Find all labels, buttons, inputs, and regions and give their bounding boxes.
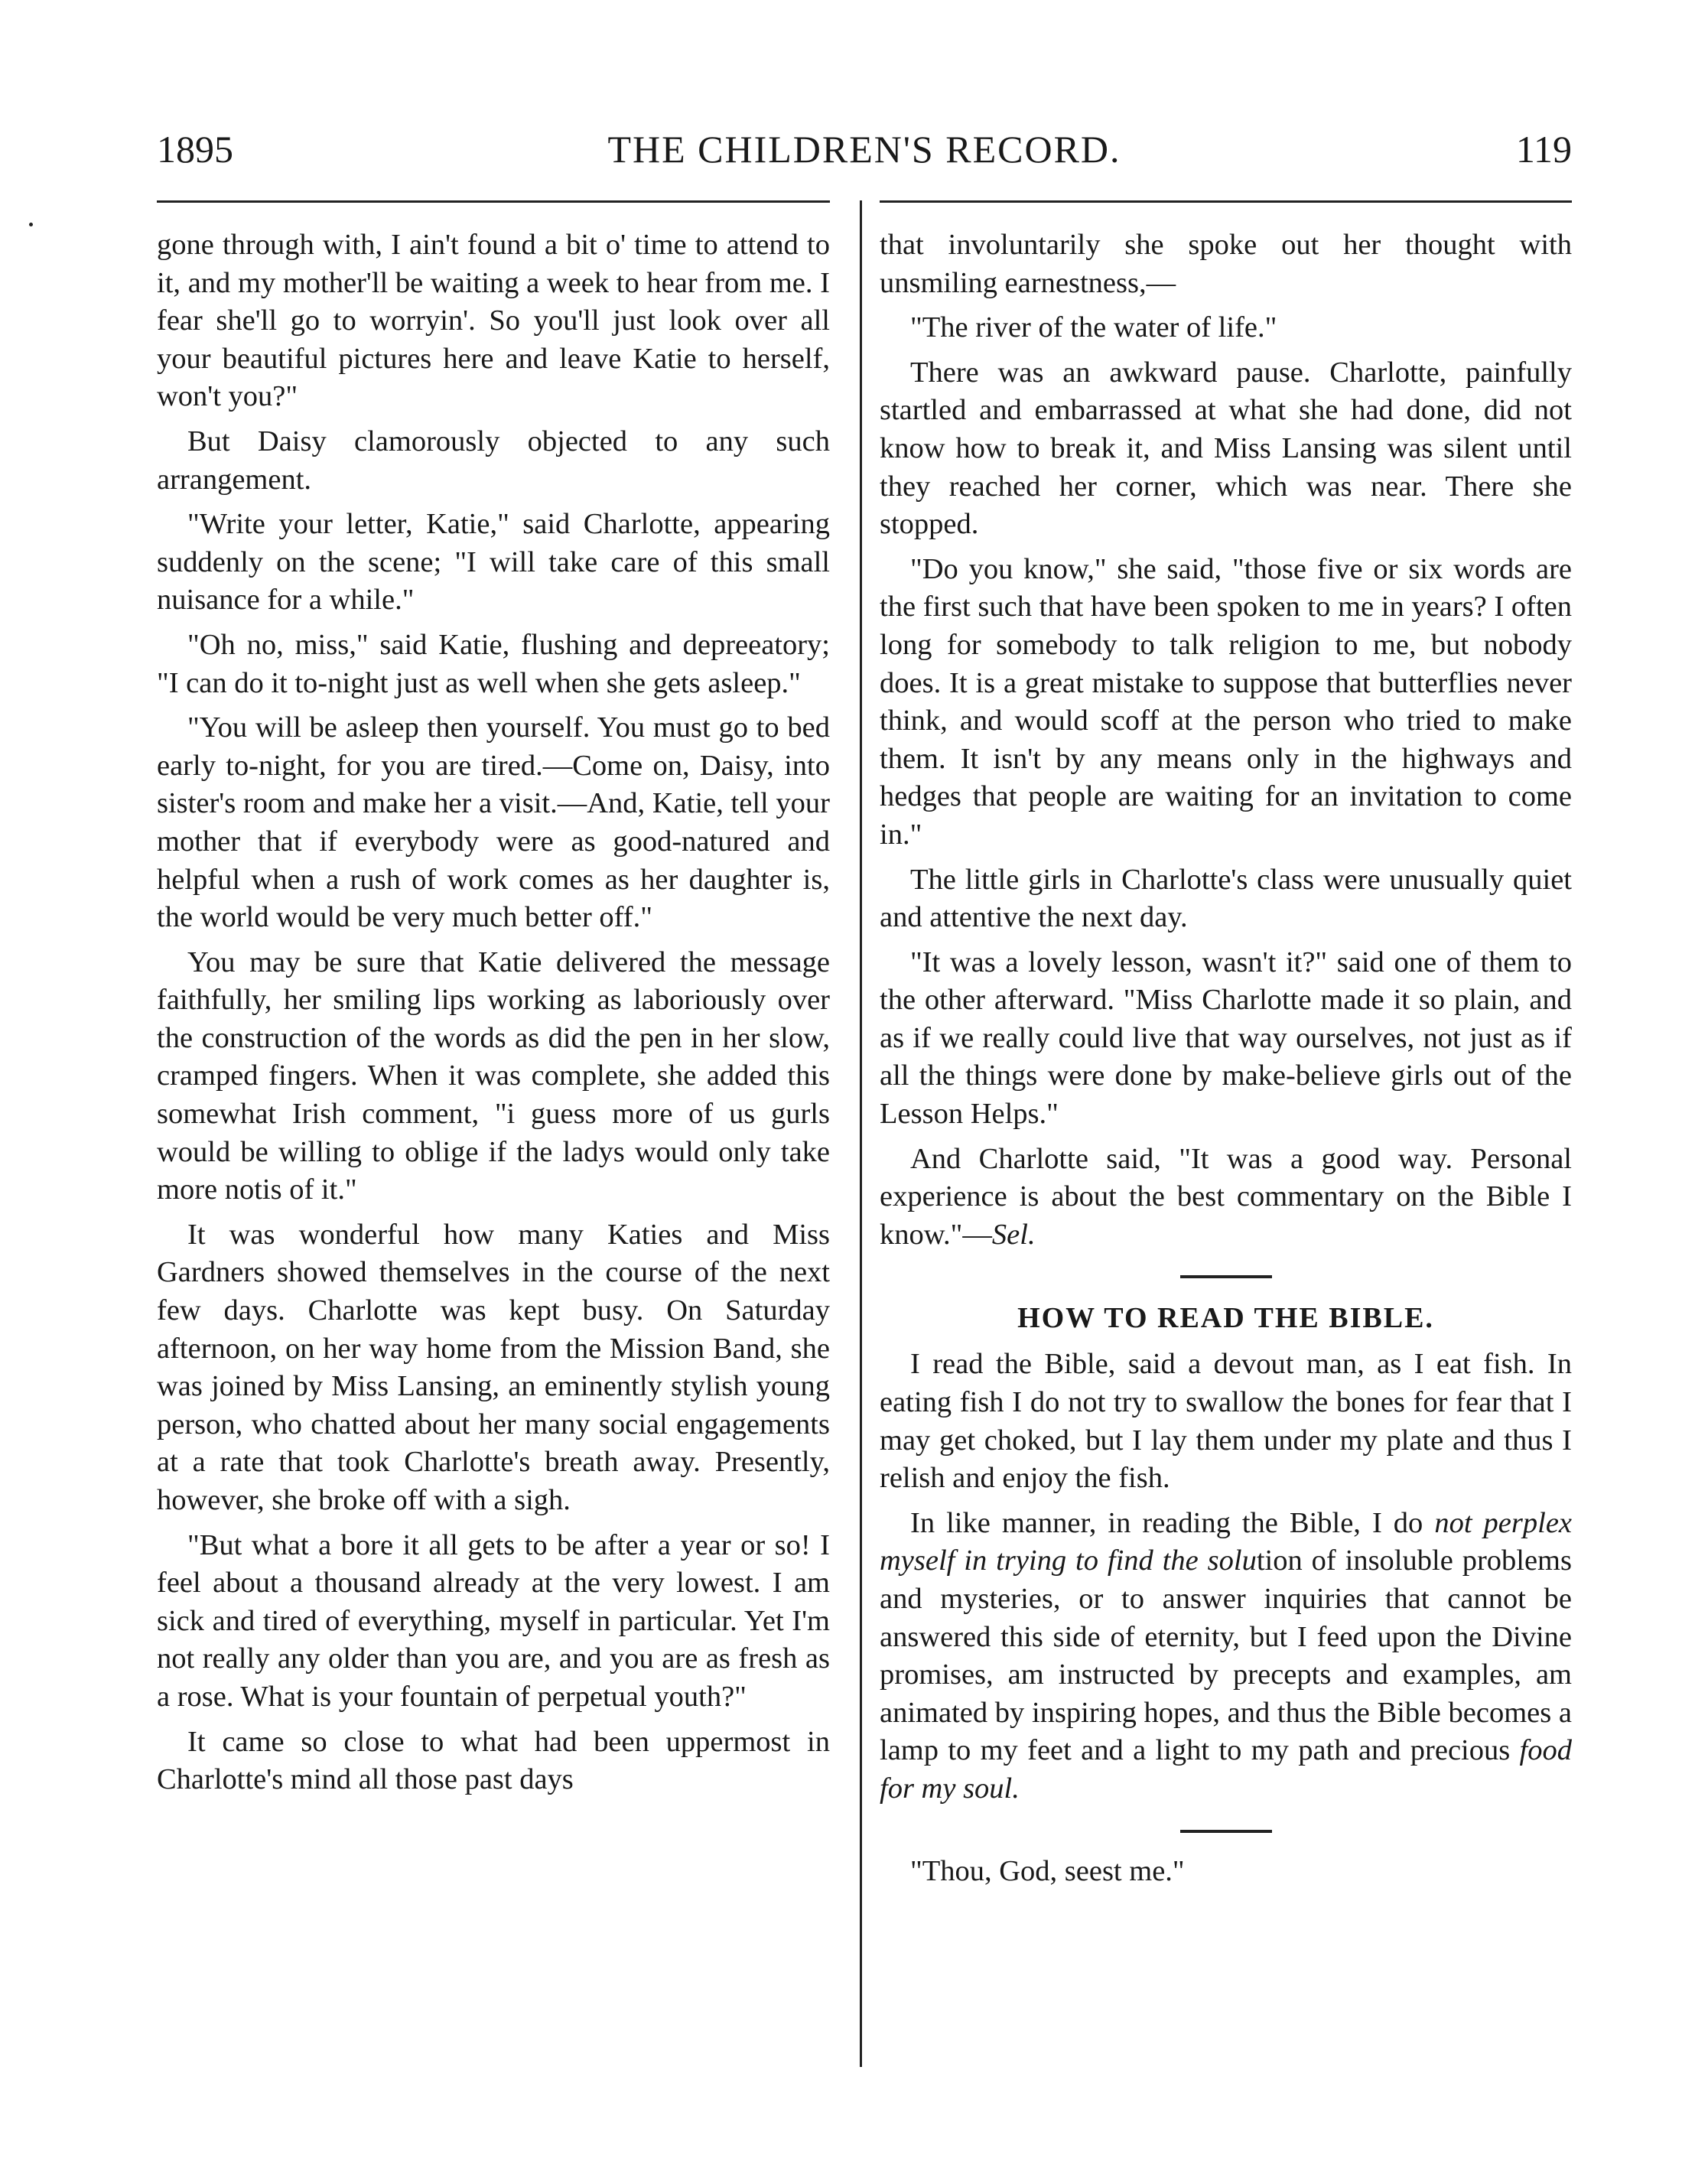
paragraph: "But what a bore it all gets to be after a year or so! I feel about a thousand already at the very lowest. I am sick and tired of everything, myself in particular. Yet I'm not really any older than you are, and you are as fresh as a rose. What is your fountain of perpetual youth?" <box>157 1528 830 1713</box>
italic-text: not perplex myself in trying to find the solu <box>880 1506 1572 1577</box>
paragraph: that involuntarily she spoke out her thought with unsmiling earnestness,— <box>880 229 1572 299</box>
paragraph: I read the Bible, said a devout man, as I eat fish. In eating fish I do not try to swallow the bones for fear that I may get choked, but I lay them under my plate and thus I relish and enjoy the fish. <box>880 1348 1572 1495</box>
paragraph: "Do you know," she said, "those five or six words are the first such that have been spoken to me in years? I often long for somebody to talk religion to me, but nobody does. It is a great mistake to suppose that butterflies never think, and would scoff at the person who tried to make them. It isn't by any means only in the highways and hedges that people are waiting for an invitation to come in." <box>880 552 1572 851</box>
paragraph: But Daisy clamorously objected to any such arrangement. <box>157 425 830 496</box>
paragraph: "Write your letter, Katie," said Charlotte, appearing suddenly on the scene; "I will take care of this small nuisance for a while." <box>157 508 830 617</box>
stray-mark <box>29 223 33 226</box>
closing-rule <box>1180 1830 1272 1833</box>
paragraph: "The river of the water of life." <box>910 311 1277 344</box>
header-page-number: 119 <box>1515 128 1572 171</box>
italic-text: food for my soul. <box>880 1734 1572 1805</box>
header-year: 1895 <box>157 128 233 171</box>
paragraph: It was wonderful how many Katies and Miss Gardners showed themselves in the course of the next few days. Charlotte was kept busy. On Saturday afternoon, on her way home from the Mission Band, she was joined by Miss Lansing, an eminently stylish young person, who chatted about her many social engagements at a rate that took Charlotte's breath away. Presently, however, she broke off with a sigh. <box>157 1218 830 1516</box>
page-header <box>157 122 1572 176</box>
section-heading: HOW TO READ THE BIBLE. <box>1017 1302 1434 1335</box>
paragraph: "Oh no, miss," said Katie, flushing and depreeatory; "I can do it to-night just as well when she gets asleep." <box>157 628 830 699</box>
paragraph: "It was a lovely lesson, wasn't it?" said one of them to the other afterward. "Miss Charlotte made it so plain, and as if we really could live that way ourselves, not just as if all the things were done by make-believe girls out of the Lesson Helps." <box>880 946 1572 1131</box>
section-rule <box>1180 1275 1272 1278</box>
paragraph <box>880 1141 1572 1255</box>
left-column <box>157 226 830 1799</box>
closing-quote: "Thou, God, seest me." <box>910 1854 1185 1887</box>
paragraph: You may be sure that Katie delivered the message faithfully, her smiling lips working as laboriously over the construction of the words as did the pen in her slow, cramped fingers. When it was complete, she added this somewhat Irish comment, "i guess more of us gurls would be willing to oblige if the ladys would only take more notis of it." <box>157 946 830 1206</box>
paragraph-text: And Charlotte said, "It was a good way. Personal experience is about the best commentary on the Bible I know."— <box>880 1142 1572 1251</box>
paragraph <box>880 1505 1572 1808</box>
right-column <box>880 226 1572 1890</box>
header-rule-right <box>880 200 1572 203</box>
source-signature: Sel. <box>991 1218 1036 1251</box>
paragraph: gone through with, I ain't found a bit o' time to attend to it, and my mother'll be waiting a week to hear from me. I fear she'll go to worryin'. So you'll just look over all your beautiful pictures here and leave Katie to herself, won't you?" <box>157 229 830 413</box>
header-title: THE CHILDREN'S RECORD. <box>607 128 1121 171</box>
paragraph-text: tion of insoluble problems and mysteries, or to answer inquiries that cannot be answered this side of eternity, but I feed upon the Divine promises, am instructed by precepts and examples, am animated by inspiring hopes, and thus the Bible becomes a lamp to my feet and a light to my path and precious <box>880 1544 1572 1767</box>
paragraph-text: In like manner, in reading the Bible, I do <box>910 1506 1435 1539</box>
column-divider <box>860 200 862 2067</box>
paragraph: The little girls in Charlotte's class were unusually quiet and attentive the next day. <box>880 863 1572 934</box>
header-rule-left <box>157 200 830 203</box>
paragraph: "You will be asleep then yourself. You must go to bed early to-night, for you are tired.—Come on, Daisy, into sister's room and make her a visit.—And, Katie, tell your mother that if everybody were as good-natured and helpful when a rush of work comes as her daughter is, the world would be very much better off." <box>157 711 830 934</box>
paragraph: There was an awkward pause. Charlotte, painfully startled and embarrassed at what she had done, did not know how to break it, and Miss Lansing was silent until they reached her corner, which was near. There she stopped. <box>880 356 1572 541</box>
paragraph: It came so close to what had been uppermost in Charlotte's mind all those past days <box>157 1725 830 1796</box>
